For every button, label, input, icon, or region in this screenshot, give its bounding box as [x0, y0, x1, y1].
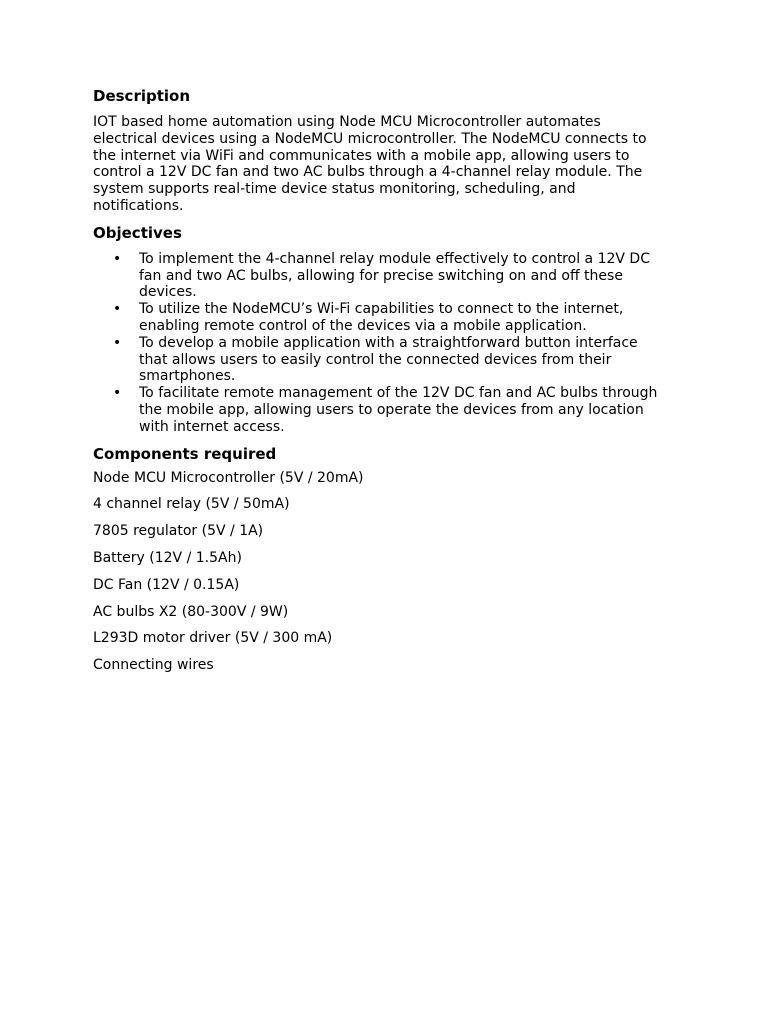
objective-item: [93, 251, 668, 301]
component-item: 7805 regulator (5V / 1A): [93, 523, 264, 540]
component-item: DC Fan (12V / 0.15A): [93, 576, 240, 593]
objective-text: To implement the 4-channel relay module effectively to control a 12V DC fan and two AC bulbs, allowing for precise switching on and off these devices.: [139, 250, 650, 301]
objective-text: To facilitate remote management of the 12V DC fan and AC bulbs through the mobile app, allowing users to operate the devices from any location with internet access.: [139, 385, 658, 435]
objective-text: To utilize the NodeMCU’s Wi-Fi capabilities to connect to the internet, enabling remote control of the devices via a mobile application.: [139, 301, 624, 334]
objective-item: [93, 385, 668, 435]
bullet-icon: •: [113, 250, 122, 267]
component-item: AC bulbs X2 (80-300V / 9W): [93, 603, 289, 620]
objective-item: [93, 301, 668, 335]
component-item: Connecting wires: [93, 657, 214, 674]
bullet-icon: •: [113, 301, 122, 318]
components-heading: Components required: [93, 444, 277, 463]
components-list: [93, 470, 668, 674]
component-item: L293D motor driver (5V / 300 mA): [93, 630, 333, 647]
objective-text: To develop a mobile application with a straightforward button interface that allows users to easily control the connected devices from their smartphones.: [139, 334, 638, 385]
objectives-heading: Objectives: [93, 223, 182, 242]
component-item: Node MCU Microcontroller (5V / 20mA): [93, 469, 364, 486]
component-item: Battery (12V / 1.5Ah): [93, 549, 242, 566]
objectives-list: [93, 251, 668, 436]
bullet-icon: •: [113, 385, 122, 402]
objective-item: [93, 335, 668, 385]
component-item: 4 channel relay (5V / 50mA): [93, 496, 290, 513]
description-text: IOT based home automation using Node MCU Microcontroller automates electrical devices using a NodeMCU microcontroller. The NodeMCU connects to the internet via WiFi and communicates with a mobile app, allowing users to control a 12V DC fan and two AC bulbs through a 4-channel relay module. The system supports real-time device status monitoring, scheduling, and notifications.: [93, 114, 647, 214]
description-heading: Description: [93, 87, 191, 105]
bullet-icon: •: [113, 334, 122, 351]
